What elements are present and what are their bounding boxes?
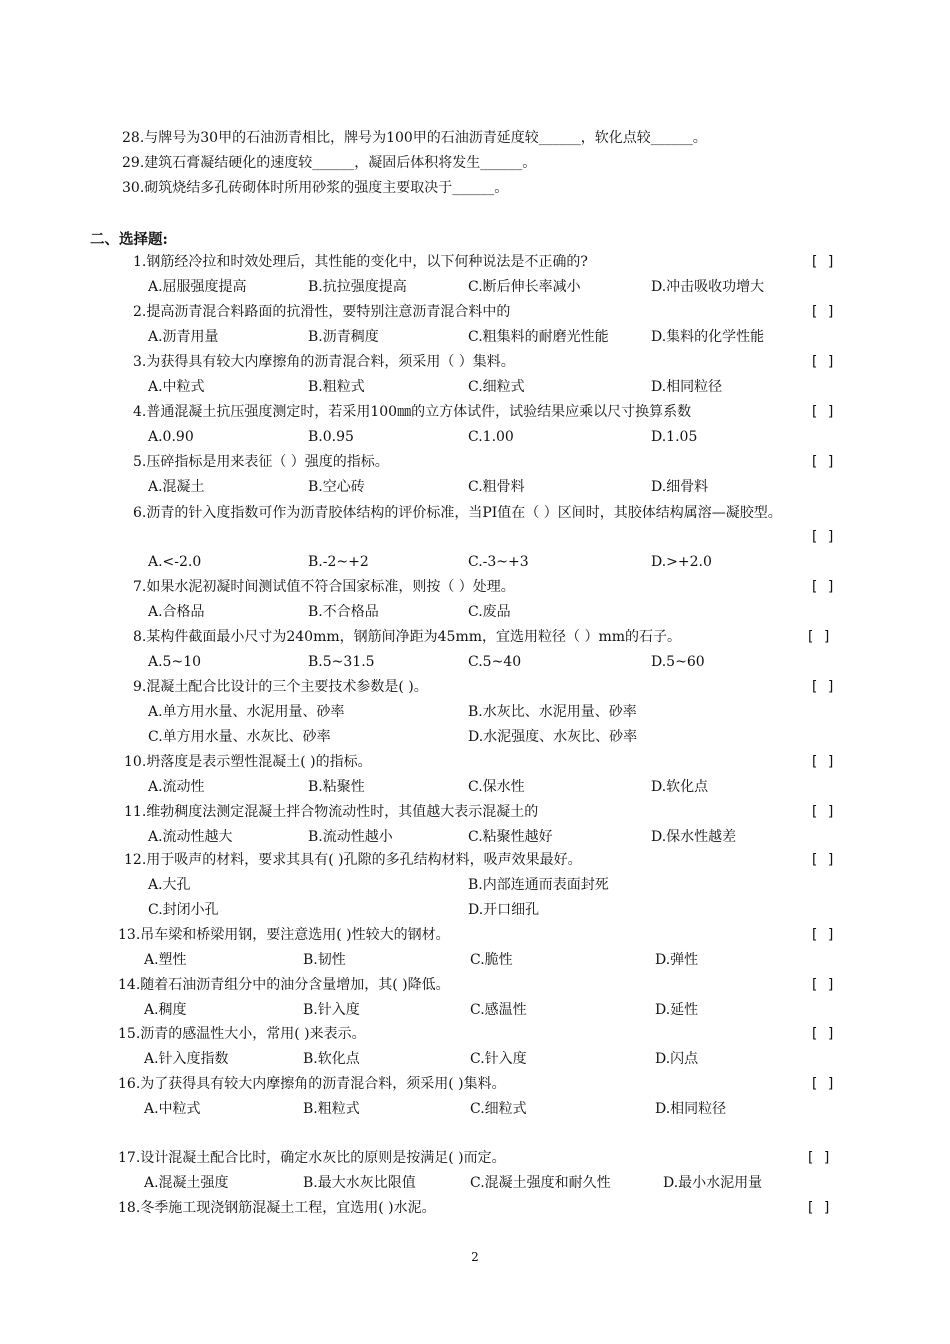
answer-bracket-15: [ ] (810, 1026, 836, 1042)
option-7a: A.合格品 (148, 604, 205, 620)
option-12a: A.大孔 (148, 877, 191, 893)
option-4b: B.0.95 (308, 429, 354, 445)
option-7c: C.废品 (468, 604, 511, 620)
option-5b: B.空心砖 (308, 479, 365, 495)
option-17a: A.混凝土强度 (144, 1175, 229, 1191)
option-4c: C.1.00 (468, 429, 514, 445)
answer-bracket-2: [ ] (810, 304, 836, 320)
option-13a: A.塑性 (144, 952, 187, 968)
answer-bracket-16: [ ] (810, 1076, 836, 1092)
option-14b: B.针入度 (303, 1002, 360, 1018)
question-10: 10.坍落度是表示塑性混凝土( )的指标。 (124, 754, 372, 770)
option-9a: A.单方用水量、水泥用量、砂率 (148, 704, 345, 720)
option-6d: D.>+2.0 (651, 554, 712, 570)
option-11c: C.粘聚性越好 (468, 829, 553, 845)
option-8d: D.5~60 (651, 654, 705, 670)
option-10b: B.粘聚性 (308, 779, 365, 795)
question-5: 5.压碎指标是用来表征（ ）强度的指标。 (133, 454, 389, 470)
answer-bracket-13: [ ] (810, 927, 836, 943)
option-16a: A.中粒式 (144, 1101, 201, 1117)
option-11b: B.流动性越小 (308, 829, 393, 845)
option-6a: A.<-2.0 (148, 554, 202, 570)
question-14: 14.随着石油沥青组分中的油分含量增加，其( )降低。 (118, 977, 450, 993)
question-12: 12.用于吸声的材料，要求其具有( )孔隙的多孔结构材料，吸声效果最好。 (124, 852, 582, 868)
option-16c: C.细粒式 (470, 1101, 527, 1117)
answer-bracket-7: [ ] (810, 579, 836, 595)
option-4a: A.0.90 (148, 429, 194, 445)
option-3b: B.粗粒式 (308, 379, 365, 395)
option-12c: C.封闭小孔 (148, 902, 219, 918)
option-10c: C.保水性 (468, 779, 525, 795)
option-6c: C.-3~+3 (468, 554, 529, 570)
option-16d: D.相同粒径 (655, 1101, 727, 1117)
option-13d: D.弹性 (655, 952, 699, 968)
question-8: 8.某构件截面最小尺寸为240mm，钢筋间净距为45mm，宜选用粒径（ ）mm的石子。 (133, 629, 681, 645)
question-4: 4.普通混凝土抗压强度测定时，若采用100㎜的立方体试件，试验结果应乘以尺寸换算系数 (133, 404, 692, 420)
option-8c: C.5~40 (468, 654, 522, 670)
option-1c: C.断后伸长率减小 (468, 279, 581, 295)
option-17b: B.最大水灰比限值 (303, 1175, 416, 1191)
option-13b: B.韧性 (303, 952, 346, 968)
question-11: 11.维勃稠度法测定混凝土拌合物流动性时，其值越大表示混凝土的 (124, 804, 539, 820)
answer-bracket-1: [ ] (810, 254, 836, 270)
question-18: 18.冬季施工现浇钢筋混凝土工程，宜选用( )水泥。 (118, 1200, 436, 1216)
option-2a: A.沥青用量 (148, 329, 219, 345)
answer-bracket-5: [ ] (810, 454, 836, 470)
question-13: 13.吊车梁和桥梁用钢，要注意选用( )性较大的钢材。 (118, 927, 450, 943)
option-15d: D.闪点 (655, 1051, 699, 1067)
option-11a: A.流动性越大 (148, 829, 233, 845)
section-title: 二、选择题: (90, 231, 168, 248)
option-8b: B.5~31.5 (308, 654, 375, 670)
question-3: 3.为获得具有较大内摩擦角的沥青混合料，须采用（ ）集料。 (133, 354, 515, 370)
answer-bracket-9: [ ] (810, 679, 836, 695)
option-5a: A.混凝土 (148, 479, 205, 495)
option-8a: A.5~10 (148, 654, 202, 670)
option-3d: D.相同粒径 (651, 379, 723, 395)
option-2b: B.沥青稠度 (308, 329, 379, 345)
option-12d: D.开口细孔 (468, 902, 540, 918)
question-16: 16.为了获得具有较大内摩擦角的沥青混合料，须采用( )集料。 (118, 1076, 506, 1092)
question-15: 15.沥青的感温性大小，常用( )来表示。 (118, 1026, 366, 1042)
answer-bracket-6: [ ] (810, 529, 836, 545)
option-2c: C.粗集料的耐磨光性能 (468, 329, 609, 345)
answer-bracket-3: [ ] (810, 354, 836, 370)
option-15b: B.软化点 (303, 1051, 360, 1067)
option-1d: D.冲击吸收功增大 (651, 279, 765, 295)
answer-bracket-8: [ ] (806, 629, 832, 645)
option-3c: C.细粒式 (468, 379, 525, 395)
fill-item-30: 30.砌筑烧结多孔砖砌体时所用砂浆的强度主要取决于______。 (122, 180, 509, 196)
option-17d: D.最小水泥用量 (663, 1175, 763, 1191)
option-1a: A.屈服强度提高 (148, 279, 247, 295)
option-5d: D.细骨料 (651, 479, 709, 495)
answer-bracket-11: [ ] (810, 804, 836, 820)
fill-item-29: 29.建筑石膏凝结硬化的速度较______，凝固后体积将发生______。 (122, 155, 537, 171)
option-14a: A.稠度 (144, 1002, 187, 1018)
answer-bracket-12: [ ] (810, 852, 836, 868)
answer-bracket-4: [ ] (810, 404, 836, 420)
question-6: 6.沥青的针入度指数可作为沥青胶体结构的评价标准，当PI值在（ ）区间时，其胶体结构属溶—凝胶型。 (133, 505, 782, 521)
option-15c: C.针入度 (470, 1051, 527, 1067)
option-10a: A.流动性 (148, 779, 205, 795)
fill-item-28: 28.与牌号为30甲的石油沥青相比，牌号为100甲的石油沥青延度较______，软化点较______。 (122, 130, 707, 146)
option-15a: A.针入度指数 (144, 1051, 229, 1067)
option-9d: D.水泥强度、水灰比、砂率 (468, 729, 638, 745)
answer-bracket-14: [ ] (810, 977, 836, 993)
question-7: 7.如果水泥初凝时间测试值不符合国家标准，则按（ ）处理。 (133, 579, 515, 595)
option-5c: C.粗骨料 (468, 479, 525, 495)
answer-bracket-17: [ ] (806, 1150, 832, 1166)
option-6b: B.-2~+2 (308, 554, 369, 570)
question-17: 17.设计混凝土配合比时，确定水灰比的原则是按满足( )而定。 (118, 1150, 506, 1166)
option-7b: B.不合格品 (308, 604, 379, 620)
option-14c: C.感温性 (470, 1002, 527, 1018)
option-2d: D.集料的化学性能 (651, 329, 765, 345)
question-2: 2.提高沥青混合料路面的抗滑性，要特别注意沥青混合料中的 (133, 304, 511, 320)
option-16b: B.粗粒式 (303, 1101, 360, 1117)
option-11d: D.保水性越差 (651, 829, 737, 845)
option-9b: B.水灰比、水泥用量、砂率 (468, 704, 637, 720)
answer-bracket-18: [ ] (806, 1200, 832, 1216)
option-3a: A.中粒式 (148, 379, 205, 395)
answer-bracket-10: [ ] (810, 754, 836, 770)
option-13c: C.脆性 (470, 952, 513, 968)
question-1: 1.钢筋经冷拉和时效处理后，其性能的变化中，以下何种说法是不正确的? (133, 254, 588, 270)
option-9c: C.单方用水量、水灰比、砂率 (148, 729, 331, 745)
option-14d: D.延性 (655, 1002, 699, 1018)
option-1b: B.抗拉强度提高 (308, 279, 407, 295)
option-4d: D.1.05 (651, 429, 698, 445)
page-number: 2 (471, 1250, 479, 1264)
option-12b: B.内部连通而表面封死 (468, 877, 609, 893)
option-10d: D.软化点 (651, 779, 709, 795)
question-9: 9.混凝土配合比设计的三个主要技术参数是( )。 (133, 679, 428, 695)
option-17c: C.混凝土强度和耐久性 (470, 1175, 611, 1191)
